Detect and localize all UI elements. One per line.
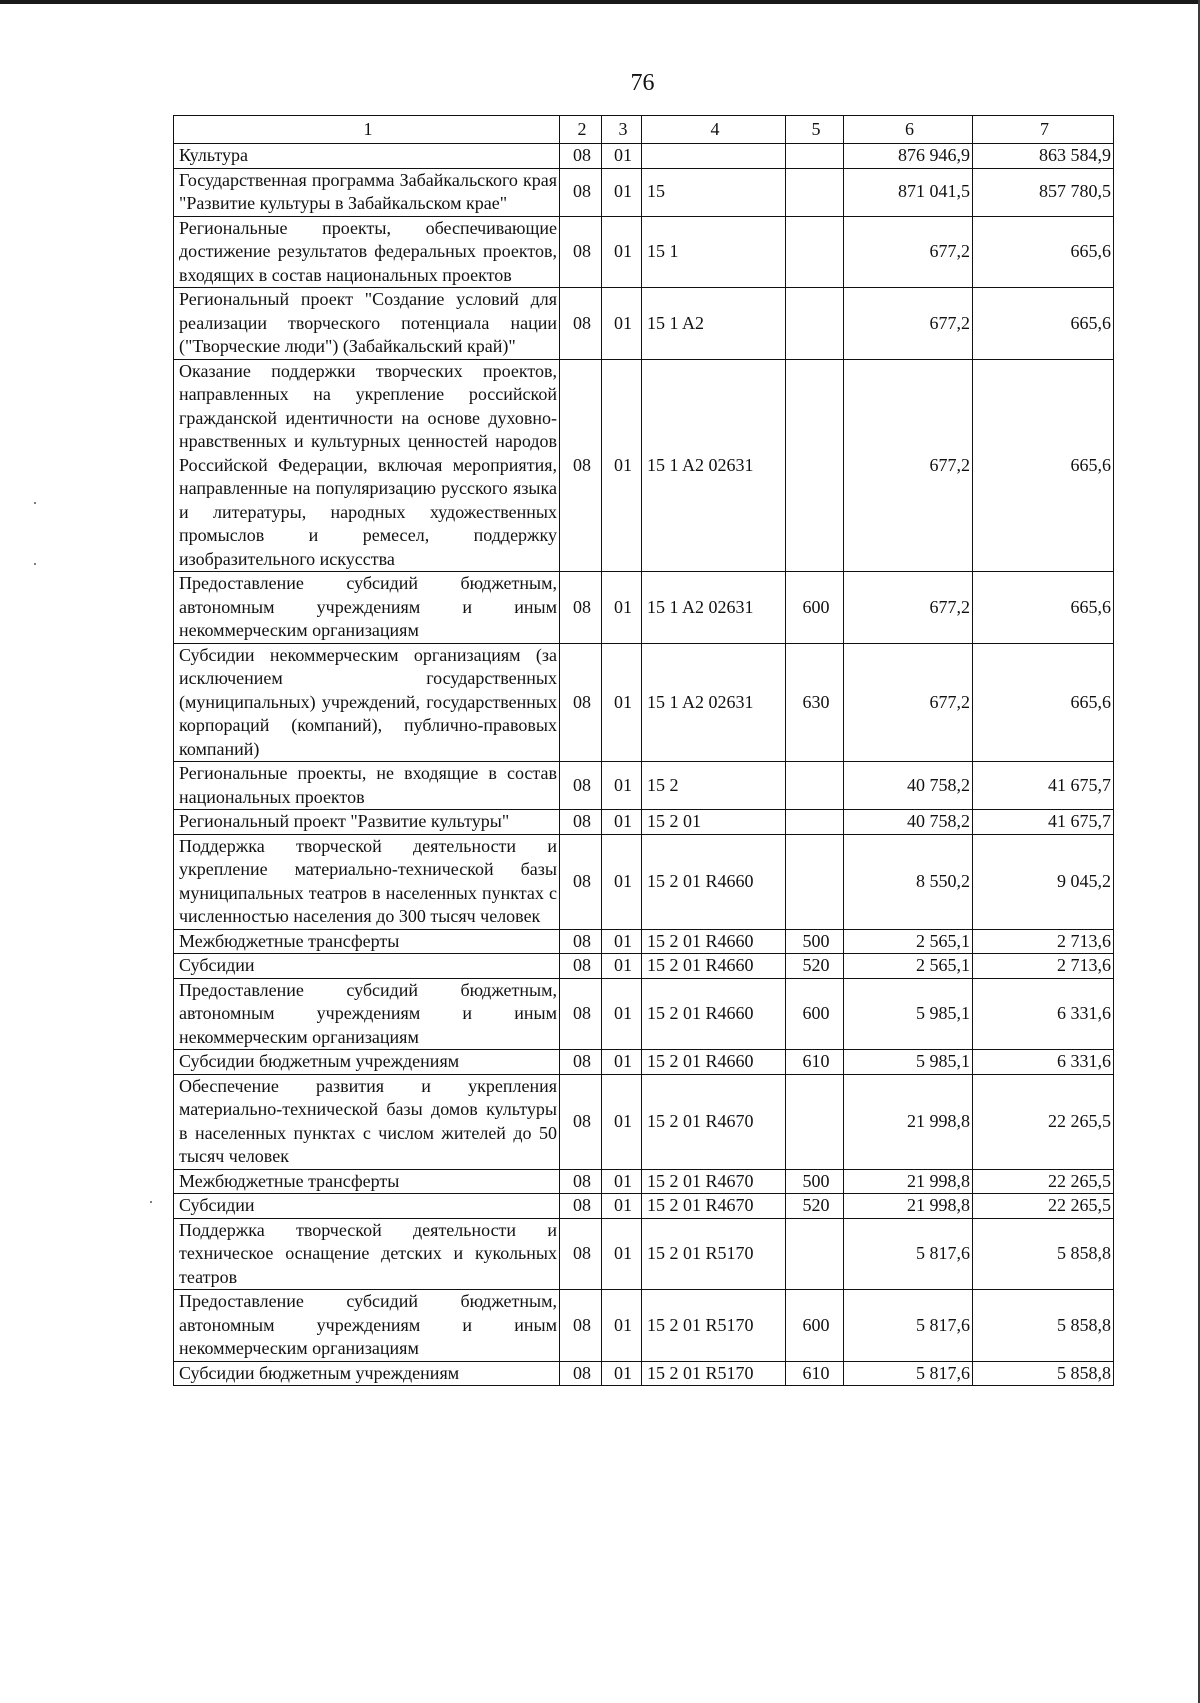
cell-subsection: 01 xyxy=(602,1361,642,1386)
cell-expense-type: 600 xyxy=(786,572,844,644)
cell-name: Субсидии некоммерческим организациям (за исключением государственных (муниципальных) учреждений, государственных корпораций (компаний), публично-правовых компаний) xyxy=(174,643,560,762)
cell-name: Субсидии бюджетным учреждениям xyxy=(174,1361,560,1386)
cell-amount-col6: 677,2 xyxy=(844,572,973,644)
cell-section: 08 xyxy=(560,168,602,216)
cell-name: Государственная программа Забайкальского края "Развитие культуры в Забайкальском крае" xyxy=(174,168,560,216)
cell-target-code: 15 2 01 R4660 xyxy=(642,1050,786,1075)
cell-expense-type xyxy=(786,144,844,169)
cell-amount-col6: 2 565,1 xyxy=(844,929,973,954)
table-row xyxy=(174,1290,1114,1362)
budget-table xyxy=(173,115,1114,1386)
cell-amount-col6: 5 817,6 xyxy=(844,1218,973,1290)
cell-section: 08 xyxy=(560,572,602,644)
cell-expense-type xyxy=(786,216,844,288)
table-row xyxy=(174,288,1114,360)
table-row xyxy=(174,978,1114,1050)
cell-amount-col7: 863 584,9 xyxy=(973,144,1114,169)
cell-target-code: 15 2 01 R4660 xyxy=(642,834,786,929)
cell-target-code: 15 1 xyxy=(642,216,786,288)
cell-target-code: 15 2 01 R4670 xyxy=(642,1169,786,1194)
table-row xyxy=(174,1361,1114,1386)
table-row xyxy=(174,216,1114,288)
table-row xyxy=(174,643,1114,762)
table-row xyxy=(174,762,1114,810)
cell-section: 08 xyxy=(560,929,602,954)
scan-edge-top xyxy=(0,0,1200,4)
cell-section: 08 xyxy=(560,1074,602,1169)
cell-expense-type xyxy=(786,762,844,810)
table-row xyxy=(174,144,1114,169)
cell-section: 08 xyxy=(560,954,602,979)
table-row xyxy=(174,359,1114,572)
header-col-2: 2 xyxy=(560,116,602,144)
cell-amount-col6: 40 758,2 xyxy=(844,810,973,835)
table-row xyxy=(174,1194,1114,1219)
cell-expense-type xyxy=(786,1218,844,1290)
cell-subsection: 01 xyxy=(602,643,642,762)
cell-amount-col7: 22 265,5 xyxy=(973,1074,1114,1169)
header-col-1: 1 xyxy=(174,116,560,144)
cell-section: 08 xyxy=(560,1169,602,1194)
cell-amount-col7: 5 858,8 xyxy=(973,1290,1114,1362)
cell-section: 08 xyxy=(560,643,602,762)
header-col-4: 4 xyxy=(642,116,786,144)
cell-section: 08 xyxy=(560,1290,602,1362)
scan-speck xyxy=(150,1201,152,1203)
cell-target-code: 15 2 01 R4670 xyxy=(642,1074,786,1169)
cell-target-code: 15 2 xyxy=(642,762,786,810)
header-col-6: 6 xyxy=(844,116,973,144)
cell-subsection: 01 xyxy=(602,954,642,979)
cell-name: Межбюджетные трансферты xyxy=(174,929,560,954)
cell-name: Поддержка творческой деятельности и укрепление материально-технической базы муниципальных театров в населенных пунктах с численностью населения до 300 тысяч человек xyxy=(174,834,560,929)
cell-section: 08 xyxy=(560,762,602,810)
cell-target-code: 15 1 A2 02631 xyxy=(642,359,786,572)
cell-subsection: 01 xyxy=(602,762,642,810)
cell-amount-col6: 5 817,6 xyxy=(844,1290,973,1362)
cell-name: Региональные проекты, не входящие в состав национальных проектов xyxy=(174,762,560,810)
cell-subsection: 01 xyxy=(602,1194,642,1219)
cell-target-code: 15 2 01 R5170 xyxy=(642,1218,786,1290)
cell-section: 08 xyxy=(560,288,602,360)
cell-expense-type xyxy=(786,834,844,929)
cell-amount-col6: 677,2 xyxy=(844,359,973,572)
cell-amount-col7: 6 331,6 xyxy=(973,978,1114,1050)
cell-expense-type xyxy=(786,168,844,216)
cell-section: 08 xyxy=(560,144,602,169)
cell-target-code: 15 2 01 R5170 xyxy=(642,1290,786,1362)
scan-speck xyxy=(34,502,36,504)
cell-amount-col6: 5 985,1 xyxy=(844,978,973,1050)
cell-amount-col6: 871 041,5 xyxy=(844,168,973,216)
cell-section: 08 xyxy=(560,834,602,929)
cell-subsection: 01 xyxy=(602,168,642,216)
cell-subsection: 01 xyxy=(602,929,642,954)
cell-subsection: 01 xyxy=(602,978,642,1050)
cell-subsection: 01 xyxy=(602,216,642,288)
cell-target-code xyxy=(642,144,786,169)
cell-subsection: 01 xyxy=(602,1218,642,1290)
table-row xyxy=(174,810,1114,835)
cell-subsection: 01 xyxy=(602,834,642,929)
cell-subsection: 01 xyxy=(602,144,642,169)
cell-name: Культура xyxy=(174,144,560,169)
cell-amount-col6: 5 817,6 xyxy=(844,1361,973,1386)
cell-expense-type xyxy=(786,359,844,572)
cell-amount-col6: 8 550,2 xyxy=(844,834,973,929)
cell-expense-type: 610 xyxy=(786,1361,844,1386)
cell-name: Поддержка творческой деятельности и техническое оснащение детских и кукольных театров xyxy=(174,1218,560,1290)
cell-subsection: 01 xyxy=(602,810,642,835)
cell-amount-col7: 6 331,6 xyxy=(973,1050,1114,1075)
cell-name: Субсидии бюджетным учреждениям xyxy=(174,1050,560,1075)
table-row xyxy=(174,168,1114,216)
table-row xyxy=(174,1050,1114,1075)
table-row xyxy=(174,572,1114,644)
cell-name: Обеспечение развития и укрепления материально-технической базы домов культуры в населенных пунктах с числом жителей до 50 тысяч человек xyxy=(174,1074,560,1169)
cell-expense-type: 520 xyxy=(786,1194,844,1219)
cell-amount-col6: 21 998,8 xyxy=(844,1194,973,1219)
page-number: 76 xyxy=(630,70,655,96)
cell-section: 08 xyxy=(560,1194,602,1219)
cell-section: 08 xyxy=(560,978,602,1050)
cell-target-code: 15 2 01 R5170 xyxy=(642,1361,786,1386)
cell-name: Региональный проект "Создание условий для реализации творческого потенциала нации ("Творческие люди") (Забайкальский край)" xyxy=(174,288,560,360)
table-row xyxy=(174,1218,1114,1290)
cell-name: Предоставление субсидий бюджетным, автономным учреждениям и иным некоммерческим организациям xyxy=(174,1290,560,1362)
cell-subsection: 01 xyxy=(602,359,642,572)
cell-amount-col7: 5 858,8 xyxy=(973,1361,1114,1386)
cell-expense-type: 500 xyxy=(786,929,844,954)
cell-section: 08 xyxy=(560,1218,602,1290)
cell-amount-col7: 9 045,2 xyxy=(973,834,1114,929)
cell-name: Предоставление субсидий бюджетным, автономным учреждениям и иным некоммерческим организациям xyxy=(174,978,560,1050)
header-col-7: 7 xyxy=(973,116,1114,144)
cell-amount-col6: 21 998,8 xyxy=(844,1074,973,1169)
cell-expense-type xyxy=(786,1074,844,1169)
scan-speck xyxy=(34,563,36,565)
table-row xyxy=(174,834,1114,929)
table-body xyxy=(174,116,1114,1386)
cell-name: Субсидии xyxy=(174,954,560,979)
cell-amount-col6: 677,2 xyxy=(844,643,973,762)
cell-amount-col7: 22 265,5 xyxy=(973,1169,1114,1194)
cell-target-code: 15 1 A2 xyxy=(642,288,786,360)
cell-subsection: 01 xyxy=(602,1050,642,1075)
cell-expense-type: 500 xyxy=(786,1169,844,1194)
cell-target-code: 15 1 A2 02631 xyxy=(642,572,786,644)
cell-amount-col7: 857 780,5 xyxy=(973,168,1114,216)
cell-amount-col7: 2 713,6 xyxy=(973,954,1114,979)
cell-subsection: 01 xyxy=(602,1074,642,1169)
cell-section: 08 xyxy=(560,810,602,835)
cell-amount-col6: 677,2 xyxy=(844,216,973,288)
cell-subsection: 01 xyxy=(602,288,642,360)
cell-amount-col7: 665,6 xyxy=(973,216,1114,288)
cell-subsection: 01 xyxy=(602,572,642,644)
cell-section: 08 xyxy=(560,1361,602,1386)
cell-section: 08 xyxy=(560,359,602,572)
cell-amount-col6: 40 758,2 xyxy=(844,762,973,810)
table-row xyxy=(174,1074,1114,1169)
cell-expense-type: 630 xyxy=(786,643,844,762)
cell-expense-type xyxy=(786,810,844,835)
table-row xyxy=(174,1169,1114,1194)
cell-name: Субсидии xyxy=(174,1194,560,1219)
cell-section: 08 xyxy=(560,1050,602,1075)
cell-expense-type xyxy=(786,288,844,360)
cell-amount-col7: 22 265,5 xyxy=(973,1194,1114,1219)
cell-amount-col7: 665,6 xyxy=(973,643,1114,762)
cell-amount-col6: 5 985,1 xyxy=(844,1050,973,1075)
cell-amount-col6: 21 998,8 xyxy=(844,1169,973,1194)
cell-subsection: 01 xyxy=(602,1169,642,1194)
cell-target-code: 15 2 01 R4660 xyxy=(642,929,786,954)
header-col-5: 5 xyxy=(786,116,844,144)
cell-expense-type: 600 xyxy=(786,1290,844,1362)
cell-amount-col7: 2 713,6 xyxy=(973,929,1114,954)
table-row xyxy=(174,929,1114,954)
cell-name: Региональный проект "Развитие культуры" xyxy=(174,810,560,835)
cell-name: Оказание поддержки творческих проектов, направленных на укрепление российской гражданской идентичности на основе духовно-нравственных и культурных ценностей народов Российской Федерации, включая мероприятия, направленные на популяризацию русского языка и литературы, народных художественных промыслов и ремесел, поддержку изобразительного искусства xyxy=(174,359,560,572)
cell-name: Предоставление субсидий бюджетным, автономным учреждениям и иным некоммерческим организациям xyxy=(174,572,560,644)
table-header-row xyxy=(174,116,1114,144)
cell-subsection: 01 xyxy=(602,1290,642,1362)
cell-amount-col7: 665,6 xyxy=(973,288,1114,360)
cell-target-code: 15 1 A2 02631 xyxy=(642,643,786,762)
cell-target-code: 15 2 01 xyxy=(642,810,786,835)
cell-amount-col7: 665,6 xyxy=(973,359,1114,572)
cell-target-code: 15 xyxy=(642,168,786,216)
cell-name: Межбюджетные трансферты xyxy=(174,1169,560,1194)
cell-expense-type: 610 xyxy=(786,1050,844,1075)
table-row xyxy=(174,954,1114,979)
cell-target-code: 15 2 01 R4660 xyxy=(642,978,786,1050)
cell-target-code: 15 2 01 R4660 xyxy=(642,954,786,979)
cell-section: 08 xyxy=(560,216,602,288)
cell-amount-col7: 665,6 xyxy=(973,572,1114,644)
cell-name: Региональные проекты, обеспечивающие достижение результатов федеральных проектов, входящих в состав национальных проектов xyxy=(174,216,560,288)
cell-target-code: 15 2 01 R4670 xyxy=(642,1194,786,1219)
cell-amount-col6: 677,2 xyxy=(844,288,973,360)
cell-amount-col6: 876 946,9 xyxy=(844,144,973,169)
header-col-3: 3 xyxy=(602,116,642,144)
cell-expense-type: 600 xyxy=(786,978,844,1050)
cell-expense-type: 520 xyxy=(786,954,844,979)
cell-amount-col6: 2 565,1 xyxy=(844,954,973,979)
cell-amount-col7: 41 675,7 xyxy=(973,762,1114,810)
cell-amount-col7: 5 858,8 xyxy=(973,1218,1114,1290)
cell-amount-col7: 41 675,7 xyxy=(973,810,1114,835)
